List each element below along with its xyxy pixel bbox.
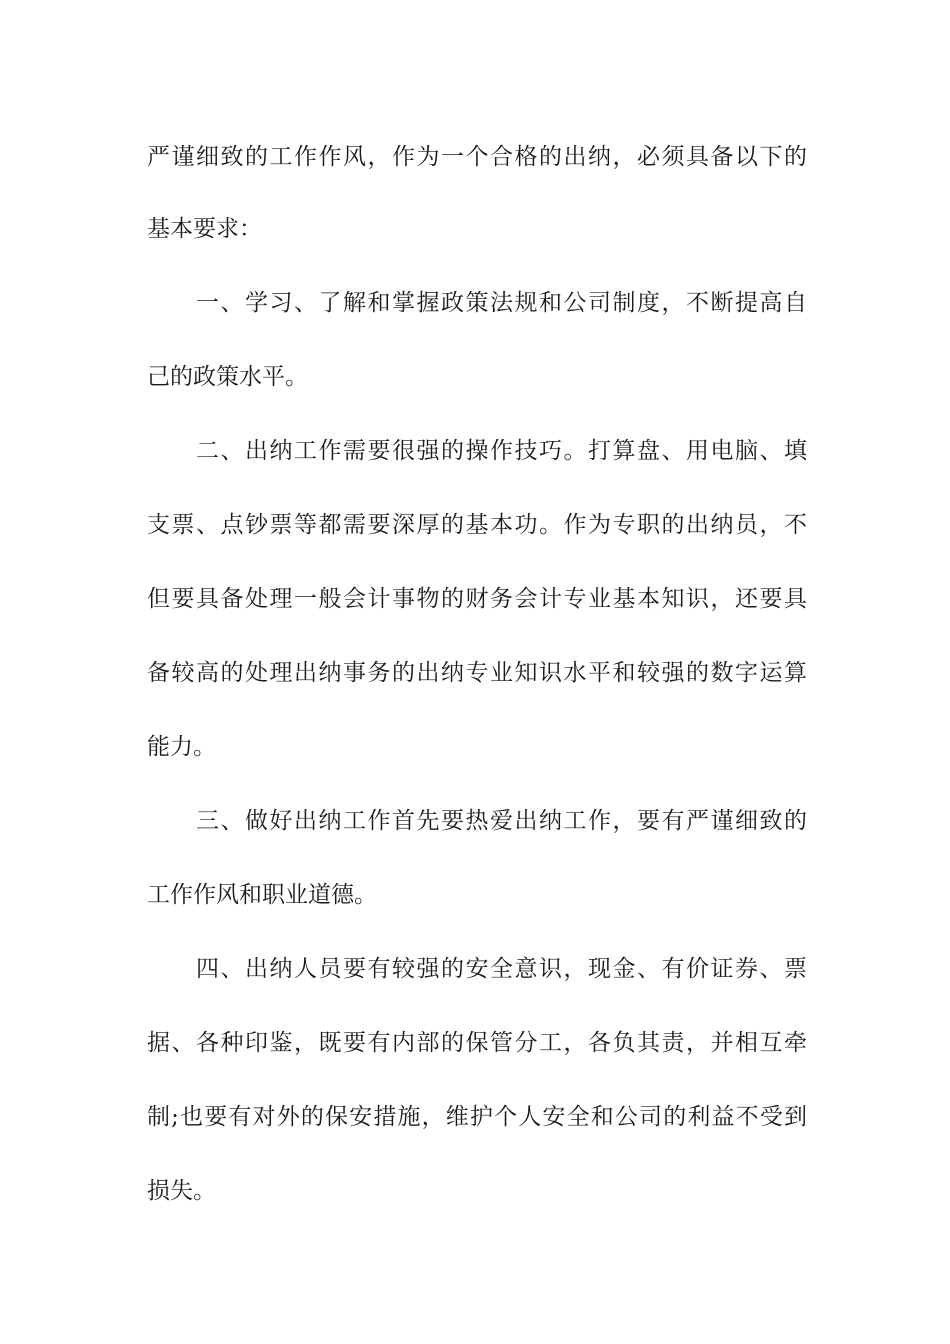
paragraph-heading-line: 四、出纳人员要有较强的安全意识，现金、有价证券、票 — [196, 956, 807, 982]
text-line: 据、各种印鉴，既要有内部的保管分工，各负其责，并相互牵 — [147, 1030, 807, 1056]
text-line: 能力。 — [147, 734, 216, 760]
text-line: 基本要求： — [147, 216, 262, 242]
text-line: 制;也要有对外的保安措施，维护个人安全和公司的利益不受到 — [147, 1104, 807, 1130]
text-line: 但要具备处理一般会计事物的财务会计专业基本知识，还要具 — [147, 586, 807, 612]
text-line: 严谨细致的工作作风，作为一个合格的出纳，必须具备以下的 — [147, 144, 807, 170]
text-line: 支票、点钞票等都需要深厚的基本功。作为专职的出纳员，不 — [147, 512, 807, 538]
text-line: 损失。 — [147, 1178, 216, 1204]
paragraph-heading-line: 一、学习、了解和掌握政策法规和公司制度，不断提高自 — [196, 290, 807, 316]
text-line: 己的政策水平。 — [147, 364, 308, 390]
text-line: 工作作风和职业道德。 — [147, 882, 377, 908]
paragraph-heading-line: 二、出纳工作需要很强的操作技巧。打算盘、用电脑、填 — [196, 438, 807, 464]
text-line: 备较高的处理出纳事务的出纳专业知识水平和较强的数字运算 — [147, 660, 807, 686]
paragraph-heading-line: 三、做好出纳工作首先要热爱出纳工作，要有严谨细致的 — [196, 808, 807, 834]
